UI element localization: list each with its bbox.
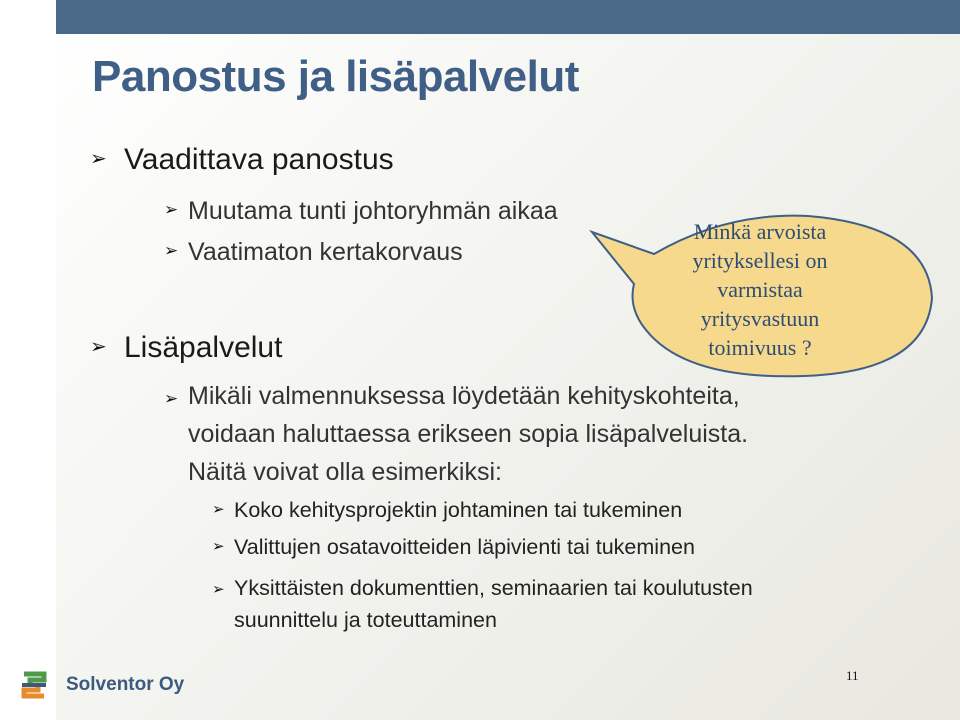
slide-title: Panostus ja lisäpalvelut (92, 52, 579, 101)
arrow-bullet-icon: ➢ (90, 336, 107, 358)
subbullet-item (164, 238, 463, 267)
callout-text (640, 217, 880, 362)
sub-subbullet-text: suunnittelu ja toteuttaminen (234, 608, 497, 632)
subbullet-text: Vaatimaton kertakorvaus (188, 238, 463, 266)
subbullet-item (164, 197, 558, 226)
callout-line: yrityksellesi on (692, 248, 828, 273)
callout-line: yritysvastuun (700, 306, 820, 331)
lisapalvelut-paragraph (164, 377, 749, 491)
arrow-bullet-icon: ➢ (164, 200, 179, 219)
sub-subbullet-text: Valittujen osatavoitteiden läpivienti tai tukeminen (234, 535, 695, 559)
company-name: Solventor Oy (66, 674, 185, 695)
sub-subbullet-text: Yksittäisten dokumenttien, seminaarien tai koulutusten (234, 576, 753, 600)
arrow-bullet-icon: ➢ (164, 389, 179, 408)
sub-subbullet-text: Koko kehitysprojektin johtaminen tai tukeminen (234, 498, 683, 522)
page-number: 11 (846, 668, 859, 683)
sub-subbullet-item (212, 535, 695, 560)
top-bar (56, 0, 960, 34)
callout-line: toimivuus ? (708, 335, 812, 360)
bullet-vaadittava-panostus (90, 143, 394, 177)
arrow-bullet-icon: ➢ (212, 581, 225, 598)
bullet-text: Lisäpalvelut (124, 331, 283, 364)
bullet-text: Vaadittava panostus (124, 143, 394, 176)
arrow-bullet-icon: ➢ (164, 241, 179, 260)
sub-subbullet-item (212, 572, 753, 636)
solventor-logo-icon (18, 668, 50, 702)
paragraph-line: Mikäli valmennuksessa löydetään kehityskohteita, (188, 382, 740, 410)
paragraph-line: voidaan haluttaessa erikseen sopia lisäpalveluista. (188, 420, 749, 448)
callout-line: varmistaa (717, 277, 803, 302)
left-margin (0, 0, 56, 720)
sub-subbullet-item (212, 498, 683, 523)
paragraph-line: Näitä voivat olla esimerkiksi: (188, 458, 502, 486)
callout-line: Minkä arvoista (693, 219, 827, 244)
arrow-bullet-icon: ➢ (212, 501, 225, 518)
arrow-bullet-icon: ➢ (90, 148, 107, 170)
arrow-bullet-icon: ➢ (212, 538, 225, 555)
subbullet-text: Muutama tunti johtoryhmän aikaa (188, 197, 558, 225)
bullet-lisapalvelut (90, 331, 283, 365)
